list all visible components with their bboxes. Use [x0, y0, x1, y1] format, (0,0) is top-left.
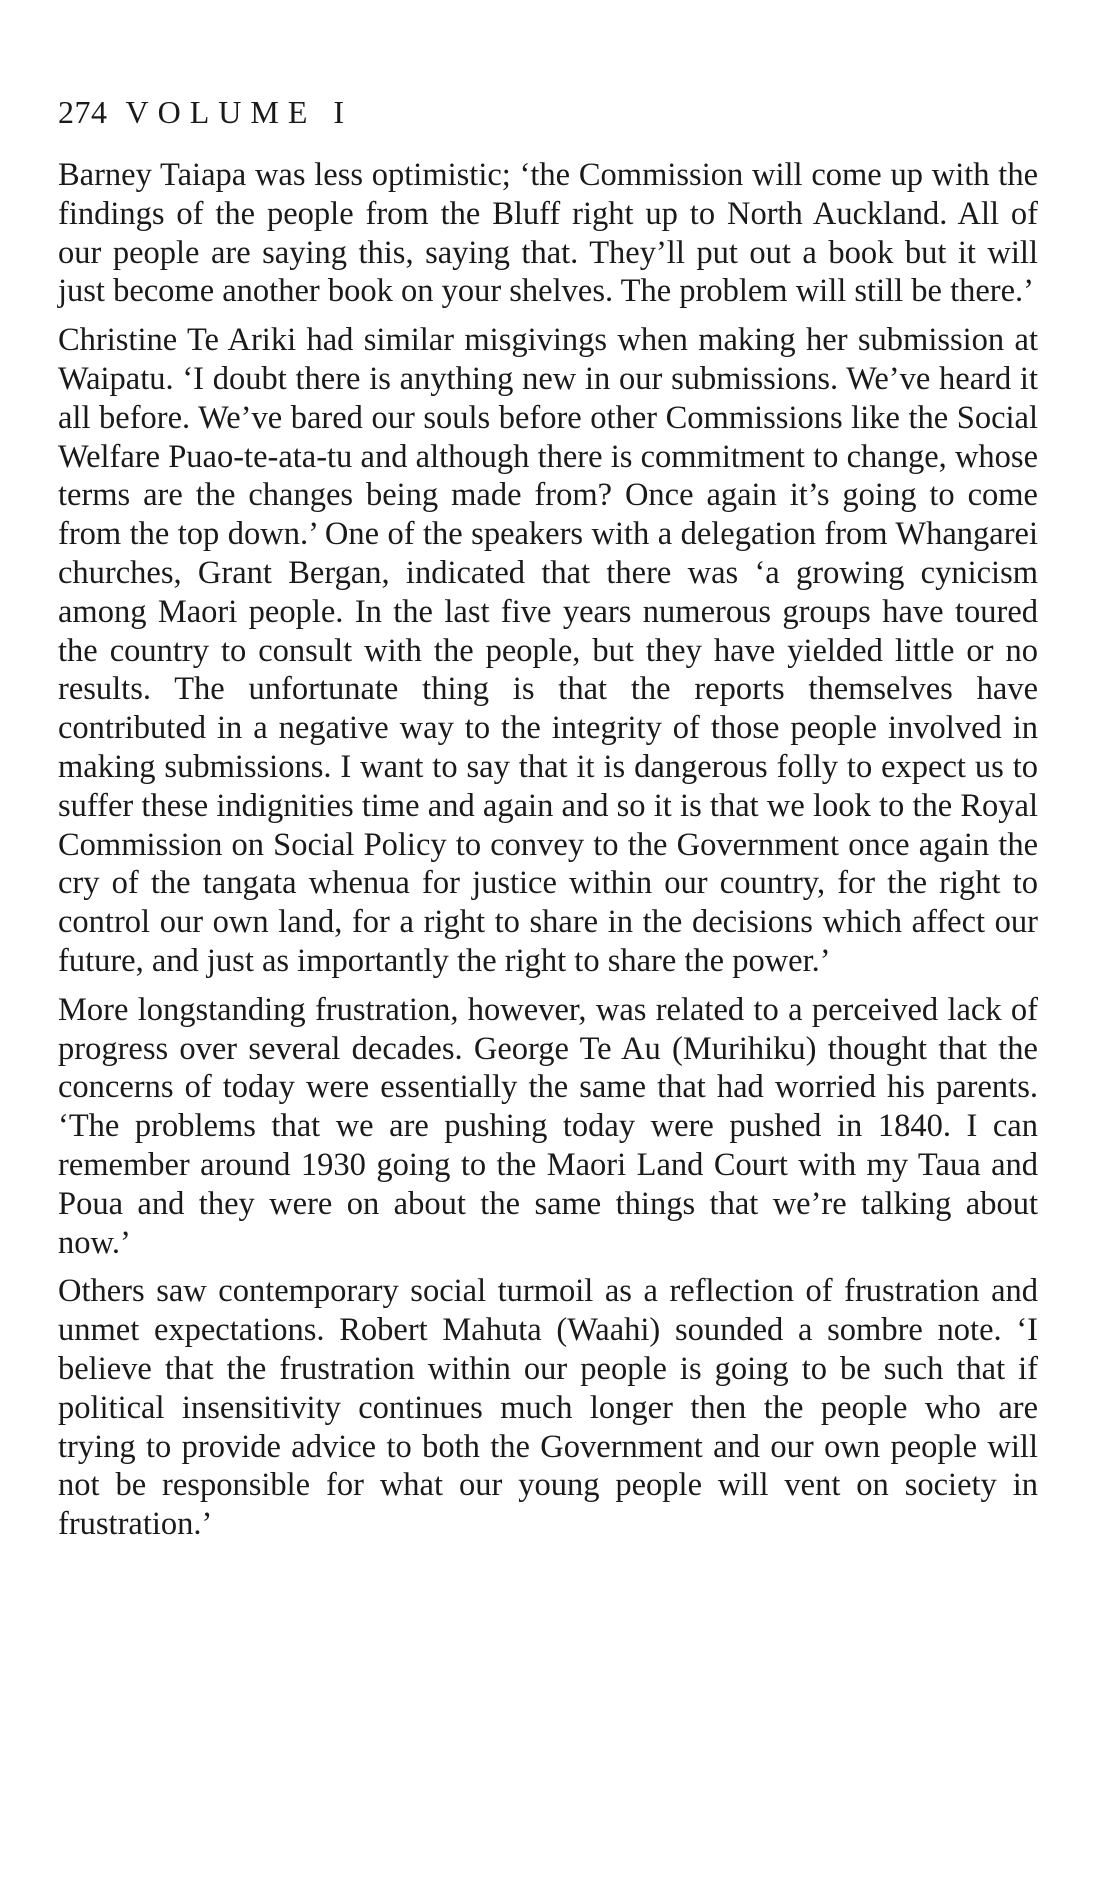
book-page — [58, 92, 1038, 1554]
paragraph-christine-te-ariki: Christine Te Ariki had similar misgivings when making her submission at Waipatu. ‘I doubt there is anything new in our submissions. We’ve heard it all before. We’ve bared our souls before other Commissions like the Social Welfare Puao-te-ata-tu and although there is commitment to change, whose terms are the changes being made from? Once again it’s going to come from the top down.’ One of the speakers with a delegation from Whangarei churches, Grant Bergan, indicated that there was ‘a growing cynicism among Maori people. In the last five years numerous groups have toured the country to consult with the people, but they have yielded little or no results. The unfortunate thing is that the reports themselves have contributed in a negative way to the integrity of those people involved in making submissions. I want to say that it is dangerous folly to expect us to suffer these indignities time and again and so it is that we look to the Royal Commission on Social Policy to convey to the Government once again the cry of the tangata whenua for justice within our country, for the right to control our own land, for a right to share in the decisions which affect our future, and just as importantly the right to share the power.’ — [58, 322, 1038, 979]
paragraph-george-te-au: More longstanding frustration, however, was related to a perceived lack of progress over several decades. George Te Au (Murihiku) thought that the concerns of today were essentially the same that had worried his parents. ‘The problems that we are pushing today were pushed in 1840. I can remember around 1930 going to the Maori Land Court with my Taua and Poua and they were on about the same things that we’re talking about now.’ — [58, 991, 1038, 1261]
page-number: 274 — [58, 94, 108, 130]
paragraph-robert-mahuta: Others saw contemporary social turmoil as a reflection of frustration and unmet expectations. Robert Mahuta (Waahi) sounded a sombre note. ‘I believe that the frustration within our people is going to be such that if political insensitivity continues much longer then the people who are trying to provide advice to both the Government and our own people will not be responsible for what our young people will vent on society in frustration.’ — [58, 1273, 1038, 1543]
running-head — [58, 92, 1038, 132]
paragraph-barney-taiapa: Barney Taiapa was less optimistic; ‘the Commission will come up with the findings of the people from the Bluff right up to North Auckland. All of our people are saying this, saying that. They’ll put out a book but it will just become another book on your shelves. The problem will still be there.’ — [58, 157, 1038, 310]
volume-label: VOLUME I — [125, 94, 354, 130]
